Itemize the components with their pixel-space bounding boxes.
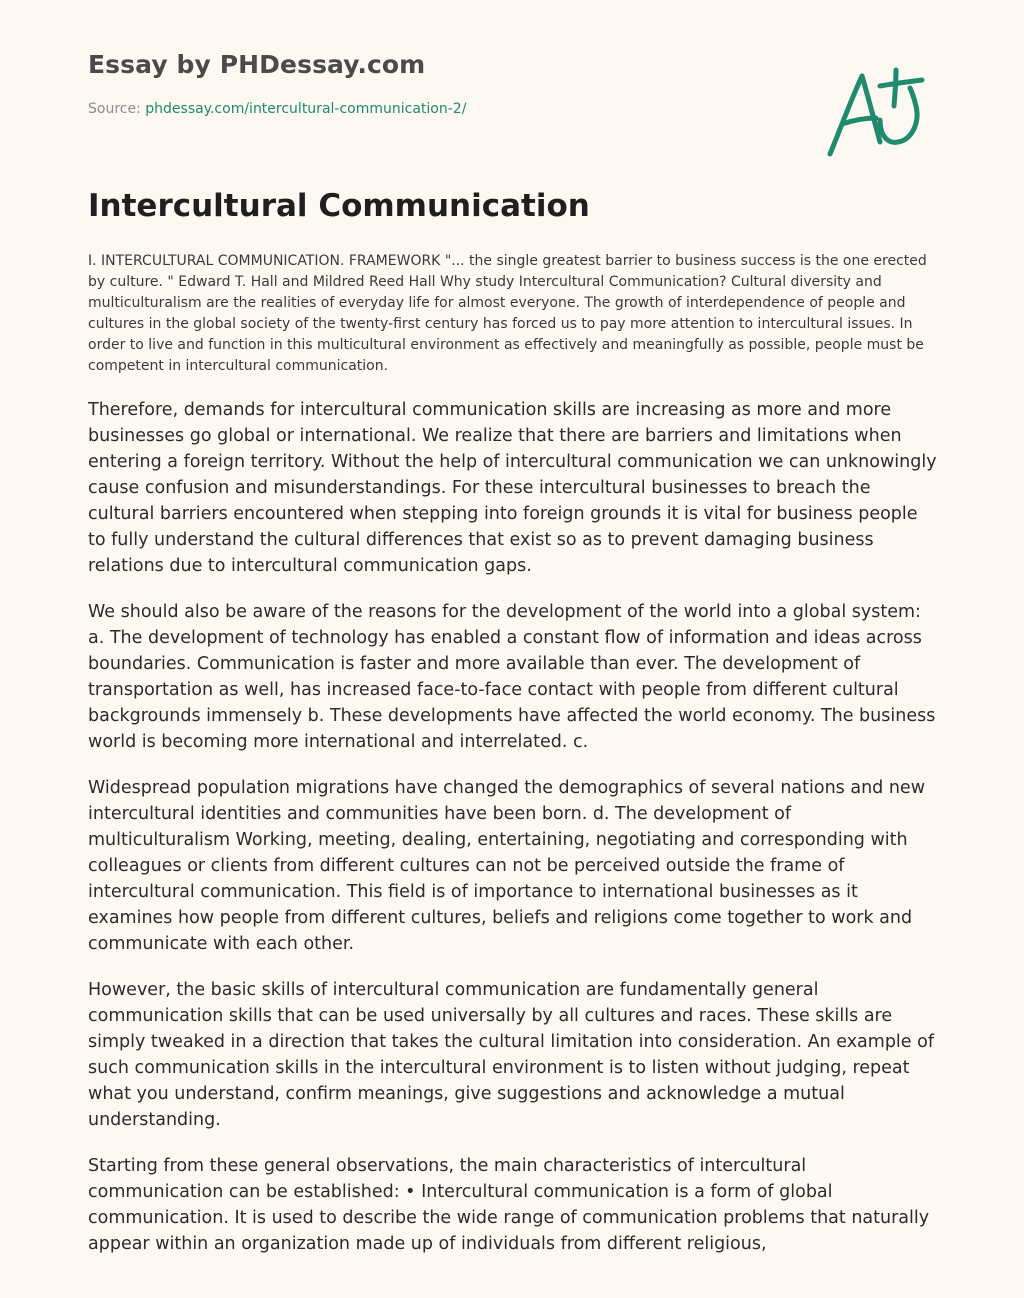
site-title: Essay by PHDessay.com bbox=[88, 50, 426, 79]
essay-paragraph: Widespread population migrations have changed the demographics of several nations and new intercultural identities and communities have been born. d. The development of multiculturalism Working, meeting, dealing, entertaining, negotiating and corresponding with colleagues or clients from different cultures can not be perceived outside the frame of intercultural communication. This field is of importance to international businesses as it examines how people from different cultures, beliefs and religions come together to work and communicate with each other. bbox=[88, 778, 926, 954]
source-link[interactable]: phdessay.com/intercultural-communication-2/ bbox=[145, 101, 467, 117]
a-plus-logo-icon bbox=[818, 62, 930, 162]
essay-paragraph: We should also be aware of the reasons for the development of the world into a global system: a. The development of technology has enabled a constant flow of information and ideas across boundaries. Communication is faster and more available than ever. The development of transportation as well, has increased face-to-face contact with people from different cultural backgrounds immensely b. These developments have affected the world economy. The business world is becoming more international and interrelated. c. bbox=[88, 602, 936, 752]
essay-paragraph: Therefore, demands for intercultural communication skills are increasing as more and more businesses go global or international. We realize that there are barriers and limitations when entering a foreign territory. Without the help of intercultural communication we can unknowingly cause confusion and misunderstandings. For these intercultural businesses to breach the cultural barriers encountered when stepping into foreign grounds it is vital for business people to fully understand the cultural differences that exist so as to prevent damaging business relations due to intercultural communication gaps. bbox=[88, 400, 937, 576]
source-label: Source: bbox=[88, 101, 146, 117]
source-line bbox=[88, 101, 466, 117]
essay-title: Intercultural Communication bbox=[88, 188, 590, 224]
essay-paragraph: However, the basic skills of intercultural communication are fundamentally general communication skills that can be used universally by all cultures and races. These skills are simply tweaked in a direction that takes the cultural limitation into consideration. An example of such communication skills in the intercultural environment is to listen without judging, repeat what you understand, confirm meanings, give suggestions and acknowledge a mutual understanding. bbox=[88, 980, 934, 1130]
essay-paragraph: Starting from these general observations, the main characteristics of intercultural communication can be established: • Intercultural communication is a form of global communication. It is used to describe the wide range of communication problems that naturally appear within an organization made up of individuals from different religious, bbox=[88, 1156, 930, 1254]
essay-body bbox=[88, 397, 938, 1298]
essay-intro: I. INTERCULTURAL COMMUNICATION. FRAMEWORK "... the single greatest barrier to business success is the one erected by culture. " Edward T. Hall and Mildred Reed Hall Why study Intercultural Communication? Cultural diversity and multiculturalism are the realities of everyday life for almost everyone. The growth of interdependence of people and cultures in the global society of the twenty-first century has forced us to pay more attention to intercultural issues. In order to live and function in this multicultural environment as effectively and meaningfully as possible, people must be competent in intercultural communication. bbox=[88, 253, 927, 374]
